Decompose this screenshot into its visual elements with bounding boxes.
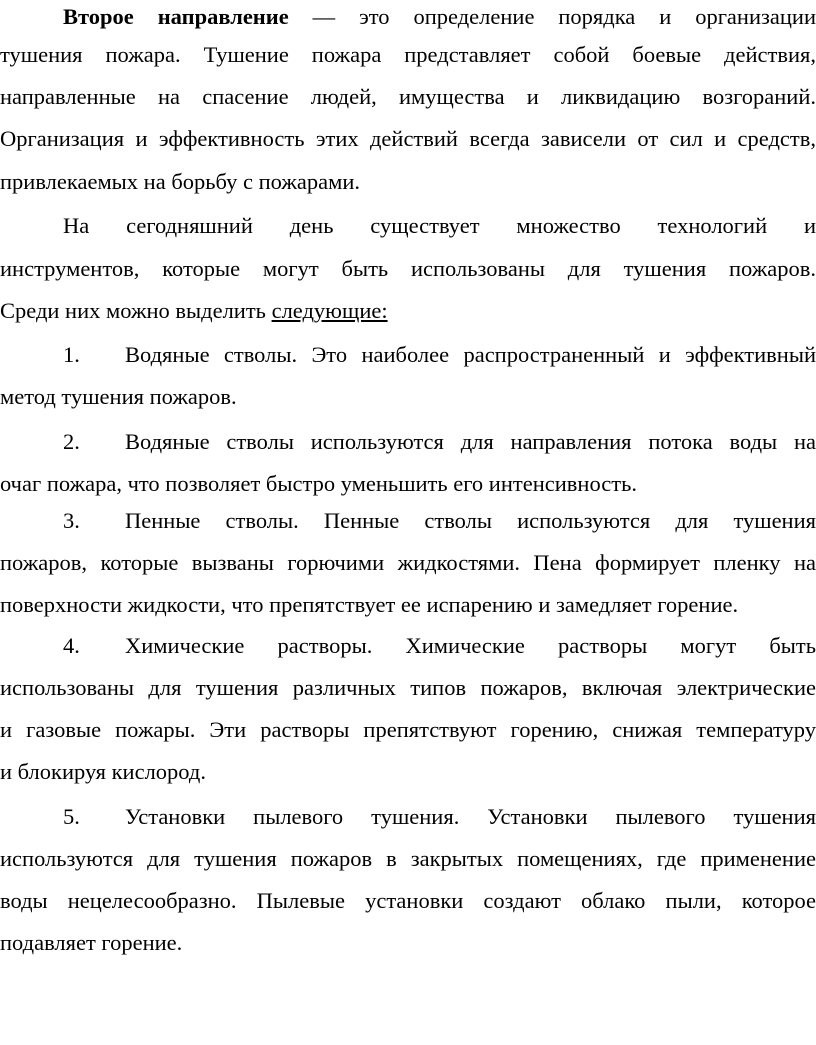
list-item	[0, 500, 816, 626]
bold-lead: Второе направление	[63, 4, 289, 29]
list-item-continuation: пожаров, которые вызваны горючими жидкостями. Пена формирует пленку на	[0, 550, 816, 575]
paragraph-2-line-3-text: Среди них можно выделить	[0, 298, 272, 323]
list-item	[0, 334, 816, 418]
list-item-continuation: используются для тушения пожаров в закрытых помещениях, где применение	[0, 846, 816, 871]
list-item	[0, 625, 816, 793]
list-item	[0, 421, 816, 505]
list-item-first-line: Водяные стволы. Это наиболее распространенный и эффективный	[125, 342, 816, 367]
paragraph-1-line-2: тушения пожара. Тушение пожара представляет собой боевые действия,	[0, 42, 816, 67]
list-number: 1.	[63, 342, 80, 367]
list-item-continuation: и газовые пожары. Эти растворы препятствуют горению, снижая температуру	[0, 717, 816, 742]
paragraph-2-line-3	[0, 290, 816, 332]
list-number: 2.	[63, 429, 80, 454]
paragraph-1-line-1-rest: — это определение порядка и организации	[288, 4, 816, 29]
list-item-first-line: Пенные стволы. Пенные стволы используются для тушения	[125, 508, 816, 533]
list-number: 4.	[63, 633, 80, 658]
list-item-first-line: Химические растворы. Химические растворы могут быть	[125, 633, 816, 658]
list-item-continuation: поверхности жидкости, что препятствует ее испарению и замедляет горение.	[0, 592, 739, 617]
paragraph-1-line-5: привлекаемых на борьбу с пожарами.	[0, 169, 361, 194]
paragraph-1-line-4: Организация и эффективность этих действий всегда зависели от сил и средств,	[0, 126, 816, 151]
list-number: 5.	[63, 804, 80, 829]
list-item-continuation: и блокируя кислород.	[0, 759, 206, 784]
list-item-continuation: очаг пожара, что позволяет быстро уменьшить его интенсивность.	[0, 471, 637, 496]
list-item-continuation: метод тушения пожаров.	[0, 384, 237, 409]
underlined-word: следующие:	[271, 298, 388, 323]
paragraph-1-line-3: направленные на спасение людей, имущества и ликвидацию возгораний.	[0, 84, 816, 109]
list-item	[0, 796, 816, 964]
paragraph-2-line-2: инструментов, которые могут быть использованы для тушения пожаров.	[0, 256, 816, 281]
list-item-continuation: подавляет горение.	[0, 930, 183, 955]
list-item-first-line: Водяные стволы используются для направления потока воды на	[125, 429, 816, 454]
list-item-continuation: воды нецелесообразно. Пылевые установки создают облако пыли, которое	[0, 888, 816, 913]
paragraph-1-line-1	[0, 0, 816, 38]
list-number: 3.	[63, 508, 80, 533]
list-item-first-line: Установки пылевого тушения. Установки пылевого тушения	[125, 804, 816, 829]
paragraph-2-line-1: На сегодняшний день существует множество технологий и	[63, 213, 816, 238]
list-item-continuation: использованы для тушения различных типов пожаров, включая электрические	[0, 675, 816, 700]
